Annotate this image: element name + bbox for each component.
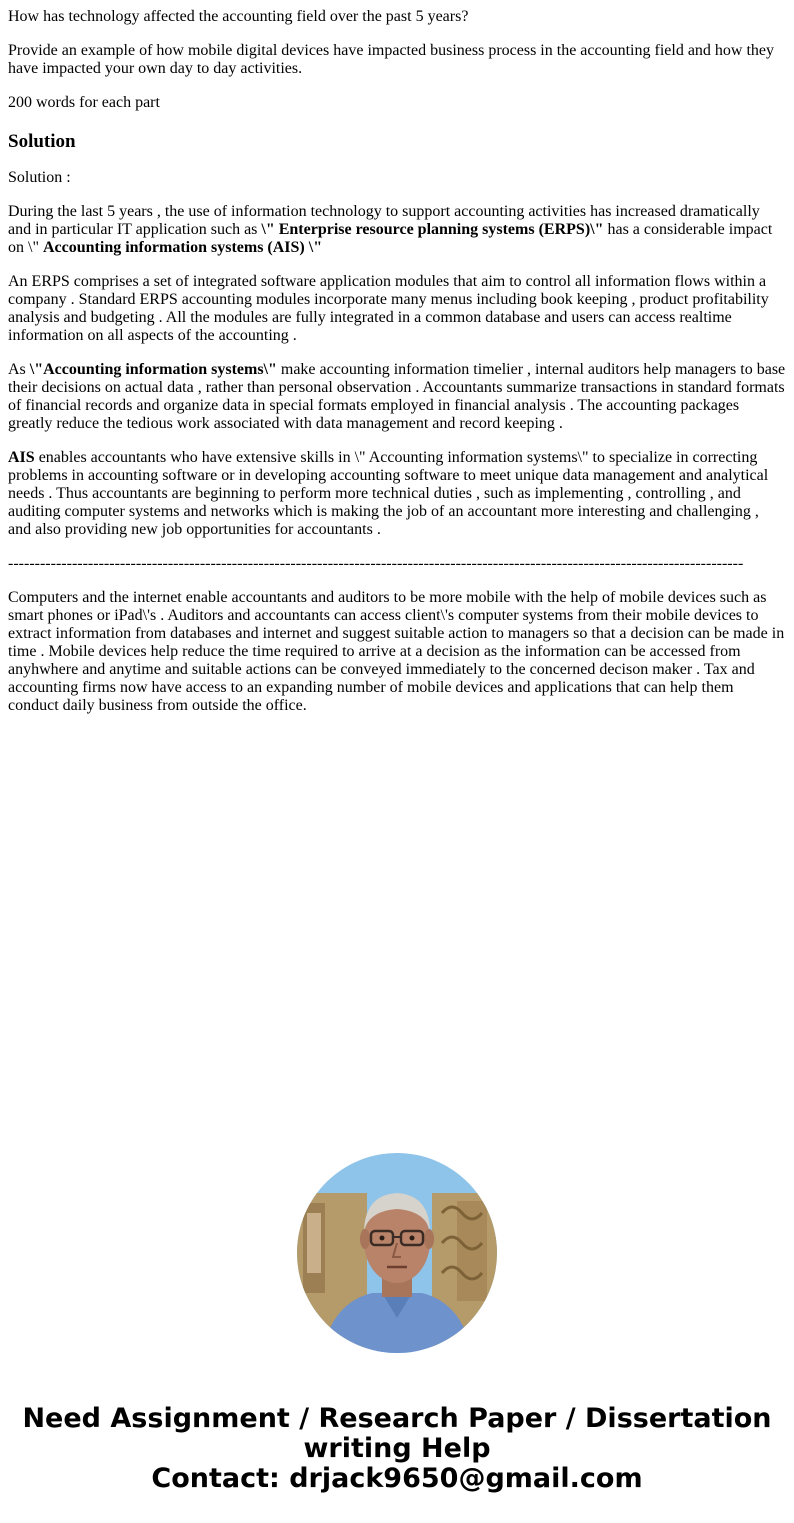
promo-banner (0, 1404, 794, 1494)
bold-term-ais-abbr: AIS (8, 449, 35, 466)
paragraph-mobile-devices: Computers and the internet enable accountants and auditors to be more mobile with the help of mobile devices such as smart phones or iPad\'s . Auditors and accountants can access client\'s computer systems from their mobile devices to extract information from databases and internet and suggest suitable action to managers so that a decision can be made in time . Mobile devices help reduce the time required to arrive at a decision as the information can be accessed from anyhwhere and anytime and suitable actions can be conveyed immediately to the concerned decison maker . Tax and accounting firms now have access to an expanding number of mobile devices and applications that can help them conduct daily business from outside the office. (8, 589, 785, 714)
author-portrait-image (297, 1153, 497, 1353)
paragraph-text: enables accountants who have extensive skills in \" Accounting information systems\" to specialize in correcting problems in accounting software or in developing accounting software to meet unique data management and analytical needs . Thus accountants are beginning to perform more technical duties , such as implementing , controlling , and auditing computer systems and networks which is making the job of an accountant more interesting and challenging , and also providing new job opportunities for accountants . (8, 449, 769, 538)
solution-heading: Solution (8, 131, 76, 152)
paragraph-erps-intro (8, 203, 786, 257)
paragraph-text: As (8, 361, 30, 378)
question-line-1: How has technology affected the accounting field over the past 5 years? (8, 8, 469, 25)
question-word-count: 200 words for each part (8, 94, 160, 111)
solution-intro: Solution : (8, 169, 71, 186)
promo-contact: Contact: drjack9650@gmail.com (151, 1463, 643, 1494)
paragraph-erps-description: An ERPS comprises a set of integrated software application modules that aim to control all information flows within a company . Standard ERPS accounting modules incorporate many menus including book keeping , product profitability analysis and budgeting . All the modules are fully integrated in a common database and users can access realtime information on all aspects of the accounting . (8, 273, 769, 344)
promo-headline: Need Assignment / Research Paper / Dissertation writing Help (22, 1403, 772, 1464)
paragraph-text: has a considerable impact on \" (8, 221, 773, 256)
bold-term-erps: \" Enterprise resource planning systems (ERPS)\" (261, 221, 604, 238)
bold-term-ais-full: \"Accounting information systems\" (29, 361, 277, 378)
section-divider: ------------------------------------------------------------------------------------------------------------------------------------------ (8, 555, 744, 572)
document-body (8, 8, 786, 731)
paragraph-text: During the last 5 years , the use of information technology to support accounting activities has increased dramatically and in particular IT application such as (8, 203, 760, 238)
paragraph-text: make accounting information timelier , internal auditors help managers to base their decisions on actual data , rather than personal observation . Accountants summarize transactions in standard formats of financial records and organize data in special formats employed in financial analysis . The accounting packages greatly reduce the tedious work associated with data management and record keeping . (8, 361, 786, 432)
author-avatar (297, 1153, 497, 1353)
paragraph-ais-skills (8, 449, 786, 539)
question-line-2: Provide an example of how mobile digital devices have impacted business process in the accounting field and how they have impacted your own day to day activities. (8, 42, 775, 77)
paragraph-ais-benefits (8, 361, 786, 433)
bold-term-ais: Accounting information systems (AIS) \" (42, 239, 323, 256)
